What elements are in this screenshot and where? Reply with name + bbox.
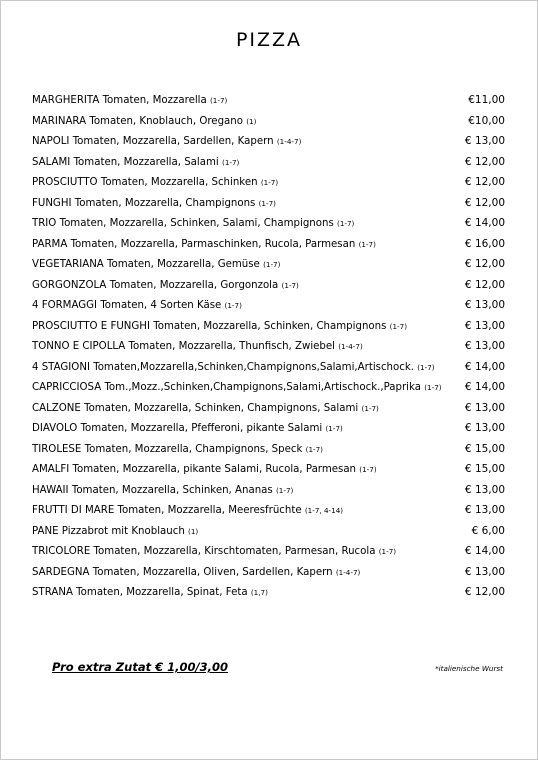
pizza-ingredients: Tomaten, Mozzarella, Spinat, Feta [76, 587, 248, 598]
menu-item [32, 418, 506, 439]
pizza-name: TIROLESE [32, 443, 82, 455]
menu-item [32, 480, 506, 501]
pizza-name: PARMA [32, 238, 68, 250]
menu-item-description [32, 112, 256, 133]
pizza-ingredients: Tomaten, Mozzarella, Parmaschinken, Rucola, Parmesan [70, 238, 356, 250]
pizza-name: FRUTTI DI MARE [32, 505, 115, 516]
pizza-name: PROSCIUTTO E FUNGHI [32, 320, 150, 332]
allergen-codes: (1-7) [305, 444, 323, 454]
menu-item [32, 377, 506, 398]
pizza-ingredients: Tomaten, Mozzarella, Schinken, Champignons, Salami [84, 402, 359, 414]
allergen-codes: (1-4-7) [276, 137, 302, 146]
allergen-codes: (1-7, 4-14) [304, 506, 344, 515]
menu-item [32, 398, 506, 419]
menu-item-description [32, 583, 268, 604]
allergen-codes: (1-4-7) [335, 567, 361, 577]
pizza-price: € 14,00 [464, 381, 505, 393]
pizza-name: MARINARA [32, 115, 87, 127]
allergen-codes: (1-4-7) [338, 342, 363, 351]
pizza-price: € 12,00 [464, 278, 505, 291]
menu-item-description [32, 460, 377, 481]
pizza-ingredients: Tomaten, Mozzarella [102, 95, 207, 106]
pizza-name: DIAVOLO [32, 423, 78, 434]
pizza-price: € 13,00 [464, 319, 505, 332]
pizza-ingredients: Tomaten, Mozzarella, Gemüse [107, 259, 260, 270]
pizza-price: € 14,00 [464, 217, 505, 229]
pizza-name: SARDEGNA [32, 566, 90, 578]
menu-item-description [32, 296, 242, 317]
menu-item [32, 234, 506, 255]
pizza-price: € 13,00 [464, 340, 505, 352]
pizza-price: €11,00 [468, 94, 505, 106]
pizza-ingredients: Tomaten, Mozzarella, Champignons [74, 197, 256, 209]
menu-item-description [32, 91, 227, 112]
menu-item-description [32, 255, 280, 276]
pizza-price: € 16,00 [464, 237, 505, 250]
pizza-price: € 14,00 [464, 545, 505, 557]
pizza-name: CALZONE [32, 402, 81, 414]
menu-item-description [32, 153, 239, 174]
menu-item-description [32, 399, 379, 420]
menu-item-description [32, 481, 293, 502]
pizza-ingredients: Tomaten, Mozzarella, Gorgonzola [109, 279, 279, 291]
menu-item [32, 295, 506, 316]
pizza-menu-list [32, 90, 506, 603]
allergen-codes: (1-7) [424, 383, 442, 392]
pizza-name: PROSCIUTTO [32, 177, 98, 188]
pizza-name: TRIO [32, 218, 57, 229]
pizza-ingredients: Tomaten, 4 Sorten Käse [100, 300, 222, 311]
pizza-ingredients: Tomaten, Mozzarella, Champignons, Speck [84, 443, 303, 455]
pizza-name: FUNGHI [32, 197, 72, 209]
pizza-price: € 12,00 [464, 196, 505, 209]
allergen-codes: (1-7) [222, 157, 240, 167]
pizza-ingredients: Pizzabrot mit Knoblauch [61, 525, 185, 537]
menu-item-description [32, 419, 343, 440]
allergen-codes: (1-7) [389, 321, 408, 331]
pizza-ingredients: Tomaten, Mozzarella, Schinken, Ananas [71, 484, 273, 496]
allergen-codes: (1,7) [250, 588, 268, 597]
pizza-price: € 13,00 [464, 483, 505, 496]
menu-item [32, 254, 506, 275]
pizza-ingredients: Tomaten, Mozzarella, Schinken, Champignons [153, 320, 387, 332]
menu-item-description [32, 522, 198, 543]
pizza-price: € 13,00 [464, 504, 505, 516]
pizza-price: € 12,00 [464, 258, 505, 270]
allergen-codes: (1-7) [260, 178, 279, 187]
pizza-price: € 13,00 [464, 565, 505, 578]
pizza-ingredients: Tomaten, Mozzarella, Oliven, Sardellen, Kapern [92, 566, 333, 578]
pizza-price: € 13,00 [464, 299, 505, 311]
allergen-codes: (1) [188, 526, 199, 536]
pizza-name: MARGHERITA [32, 95, 100, 106]
pizza-price: € 12,00 [464, 586, 505, 598]
page-title: PIZZA [235, 29, 303, 51]
pizza-price: € 13,00 [464, 422, 505, 434]
allergen-codes: (1-7) [358, 239, 376, 249]
menu-item [32, 152, 506, 173]
menu-item [32, 541, 506, 562]
pizza-ingredients: Tomaten, Mozzarella, Thunfisch, Zwiebel [128, 341, 335, 352]
pizza-ingredients: Tom.,Mozz.,Schinken,Champignons,Salami,Artischock.,Paprika [104, 382, 421, 393]
allergen-codes: (1-7) [263, 260, 281, 269]
menu-item-description [32, 563, 360, 584]
pizza-ingredients: Tomaten, Mozzarella, Salami [73, 156, 219, 168]
allergen-codes: (1-7) [210, 96, 228, 105]
menu-item-description [32, 378, 442, 399]
pizza-price: € 15,00 [464, 463, 505, 475]
menu-item [32, 111, 506, 132]
menu-item [32, 582, 506, 603]
pizza-name: HAWAII [32, 484, 69, 496]
menu-item [32, 500, 506, 521]
menu-item [32, 521, 506, 542]
menu-item-description [32, 173, 278, 194]
pizza-price: € 14,00 [464, 360, 505, 373]
menu-item-description [32, 542, 396, 563]
pizza-ingredients: Tomaten, Knoblauch, Oregano [89, 115, 243, 127]
menu-item-description [32, 317, 407, 338]
allergen-codes: (1-7) [417, 362, 435, 372]
extra-topping-price: Pro extra Zutat € 1,00/3,00 [52, 660, 229, 674]
pizza-name: NAPOLI [32, 136, 70, 147]
allergen-codes: (1-7) [378, 547, 397, 556]
menu-item [32, 172, 506, 193]
menu-item-description [32, 337, 363, 358]
pizza-ingredients: Tomaten, Mozzarella, Schinken, Salami, Champignons [59, 218, 334, 229]
pizza-name: CAPRICCIOSA [32, 382, 102, 393]
menu-item [32, 439, 506, 460]
menu-item-description [32, 440, 323, 461]
menu-item-description [32, 235, 376, 256]
menu-item-description [32, 501, 343, 522]
pizza-ingredients: Tomaten, Mozzarella, Sardellen, Kapern [72, 136, 274, 147]
menu-item [32, 316, 506, 337]
pizza-price: € 15,00 [464, 442, 505, 455]
pizza-name: TONNO E CIPOLLA [32, 341, 126, 352]
allergen-codes: (1) [246, 116, 257, 126]
allergen-codes: (1-7) [359, 465, 377, 474]
menu-item-description [32, 194, 276, 215]
menu-item-description [32, 358, 435, 379]
menu-item [32, 562, 506, 583]
pizza-name: STRANA [32, 587, 73, 598]
pizza-price: € 13,00 [464, 401, 505, 414]
pizza-ingredients: Tomaten, Mozzarella, Kirschtomaten, Parmesan, Rucola [93, 546, 376, 557]
menu-item-description [32, 276, 299, 297]
pizza-price: € 13,00 [464, 135, 505, 147]
menu-item [32, 131, 506, 152]
footnote: *italienische Wurst [435, 664, 503, 673]
pizza-name: AMALFI [32, 464, 70, 475]
menu-item [32, 336, 506, 357]
allergen-codes: (1-7) [337, 219, 355, 228]
pizza-name: 4 STAGIONI [32, 361, 90, 373]
menu-item [32, 459, 506, 480]
pizza-ingredients: Tomaten, Mozzarella, Schinken [100, 177, 258, 188]
menu-item-description [32, 214, 354, 235]
menu-item [32, 275, 506, 296]
pizza-name: TRICOLORE [32, 546, 91, 557]
allergen-codes: (1-7) [258, 198, 276, 208]
pizza-ingredients: Tomaten, Mozzarella, pikante Salami, Rucola, Parmesan [72, 464, 357, 475]
pizza-ingredients: Tomaten,Mozzarella,Schinken,Champignons,Salami,Artischock. [93, 361, 414, 373]
pizza-ingredients: Tomaten, Mozzarella, Meeresfrüchte [117, 505, 302, 516]
pizza-price: € 12,00 [464, 155, 505, 168]
pizza-price: € 6,00 [471, 524, 505, 537]
pizza-name: SALAMI [32, 156, 71, 168]
menu-item [32, 213, 506, 234]
allergen-codes: (1-7) [275, 485, 294, 495]
allergen-codes: (1-7) [224, 301, 242, 310]
allergen-codes: (1-7) [281, 280, 299, 290]
menu-item [32, 193, 506, 214]
pizza-name: VEGETARIANA [32, 259, 104, 270]
pizza-name: PANE [32, 525, 59, 537]
pizza-ingredients: Tomaten, Mozzarella, Pfefferoni, pikante Salami [80, 423, 323, 434]
menu-item [32, 357, 506, 378]
menu-item [32, 90, 506, 111]
menu-item-description [32, 132, 301, 153]
pizza-price: € 12,00 [464, 176, 505, 188]
allergen-codes: (1-7) [325, 424, 343, 433]
pizza-name: GORGONZOLA [32, 279, 107, 291]
pizza-name: 4 FORMAGGI [32, 300, 98, 311]
pizza-price: €10,00 [468, 114, 505, 127]
allergen-codes: (1-7) [361, 403, 379, 413]
